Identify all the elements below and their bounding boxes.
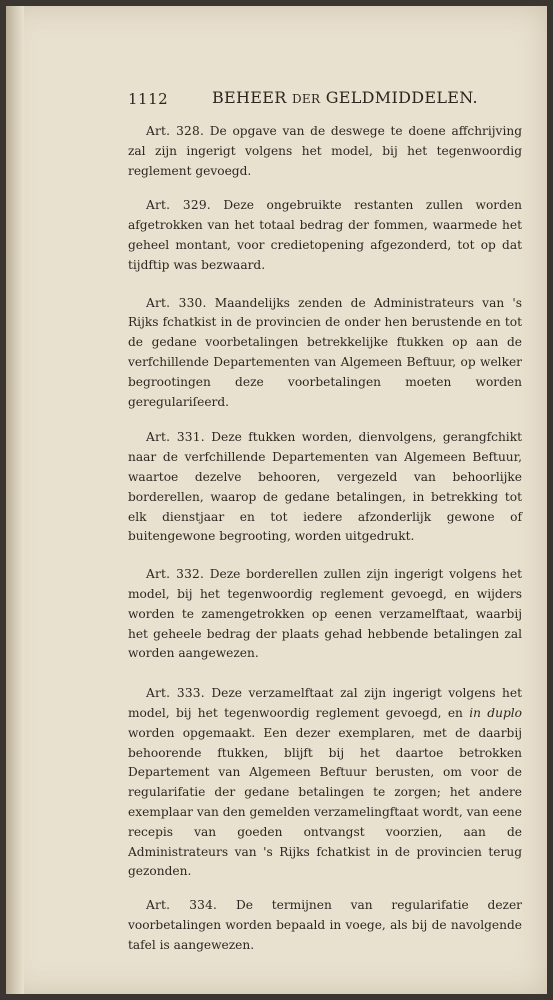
running-title — [212, 88, 478, 107]
book-page — [6, 6, 547, 994]
article-330 — [128, 294, 522, 413]
running-title-part3: GELDMIDDELEN. — [320, 88, 478, 107]
article-332 — [128, 565, 522, 664]
article-334 — [128, 896, 522, 955]
article-label: Art. 331. — [146, 430, 205, 445]
article-331 — [128, 428, 522, 547]
page-header — [128, 88, 478, 112]
article-label: Art. 334. — [146, 898, 218, 913]
article-text — [128, 686, 522, 878]
article-label: Art. 332. — [146, 567, 205, 582]
article-text: Deze ftukken worden, dienvolgens, gerangfchikt naar de verfchillende Departementen van Algemeen Beftuur, waartoe dezelve behooren, vergezeld van behoorlijke borderellen, waarop de gedane betalingen, in betrekking tot elk dienstjaar en tot iedere afzonderlijk gewone of buitengewone begrooting, worden uitgedrukt. — [128, 430, 522, 544]
article-text: De termijnen van regularifatie dezer voorbetalingen worden bepaald in voege, als bij de navolgende tafel is aangewezen. — [128, 898, 523, 952]
article-text: Deze ongebruikte restanten zullen worden afgetrokken van het totaal bedrag der fommen, waarmede het geheel montant, voor credietopening afgezonderd, tot op dat tijdftip was bezwaard. — [128, 198, 523, 272]
article-label: Art. 328. — [146, 124, 205, 138]
page-gutter — [6, 6, 24, 994]
article-text: De opgave van de deswege te doene affchrijving zal zijn ingerigt volgens het model, bij het tegenwoordig reglement gevoegd. — [128, 124, 522, 178]
article-label: Art. 333. — [146, 686, 205, 701]
article-328 — [128, 122, 522, 181]
article-label: Art. 330. — [146, 295, 207, 310]
article-text: Deze borderellen zullen zijn ingerigt volgens het model, bij het tegenwoordig reglement gevoegd, en wijders worden te zamengetrokken op eenen verzamelftaat, waarbij het geheele bedrag der plaats gehad hebbende betalingen zal worden aangewezen. — [128, 567, 523, 661]
article-text-after: worden opgemaakt. Een dezer exemplaren, met de daarbij behoorende ftukken, blijft bij het daartoe betrokken Departement van Algemeen Beftuur berusten, om voor de regularifatie der gedane betalingen te zorgen; het andere exemplaar van den gemelden verzamelingftaat wordt, van eene recepis van goeden ontvangst voorzien, aan de Administrateurs van 's Rijks fchatkist in de provincien terug gezonden. — [128, 725, 522, 879]
article-333 — [128, 684, 522, 882]
article-329 — [128, 196, 522, 275]
article-text: Maandelijks zenden de Administrateurs van 's Rijks fchatkist in de provincien de onder hen berustende en tot de gedane voorbetalingen betrekkelijke ftukken op aan de verfchillende Departementen van Algemeen Beftuur, op welker begrootingen deze voorbetalingen moeten worden geregulariſeerd. — [128, 295, 523, 409]
article-text-italic: in duplo — [469, 705, 522, 720]
running-title-part2: DER — [291, 92, 321, 106]
running-title-part1: BEHEER — [212, 88, 292, 107]
article-label: Art. 329. — [146, 198, 211, 213]
page-number: 1112 — [128, 90, 169, 108]
article-text-before: Deze verzamelftaat zal zijn ingerigt volgens het model, bij het tegenwoordig reglement gevoegd, en — [128, 686, 522, 720]
body-text — [128, 122, 522, 971]
